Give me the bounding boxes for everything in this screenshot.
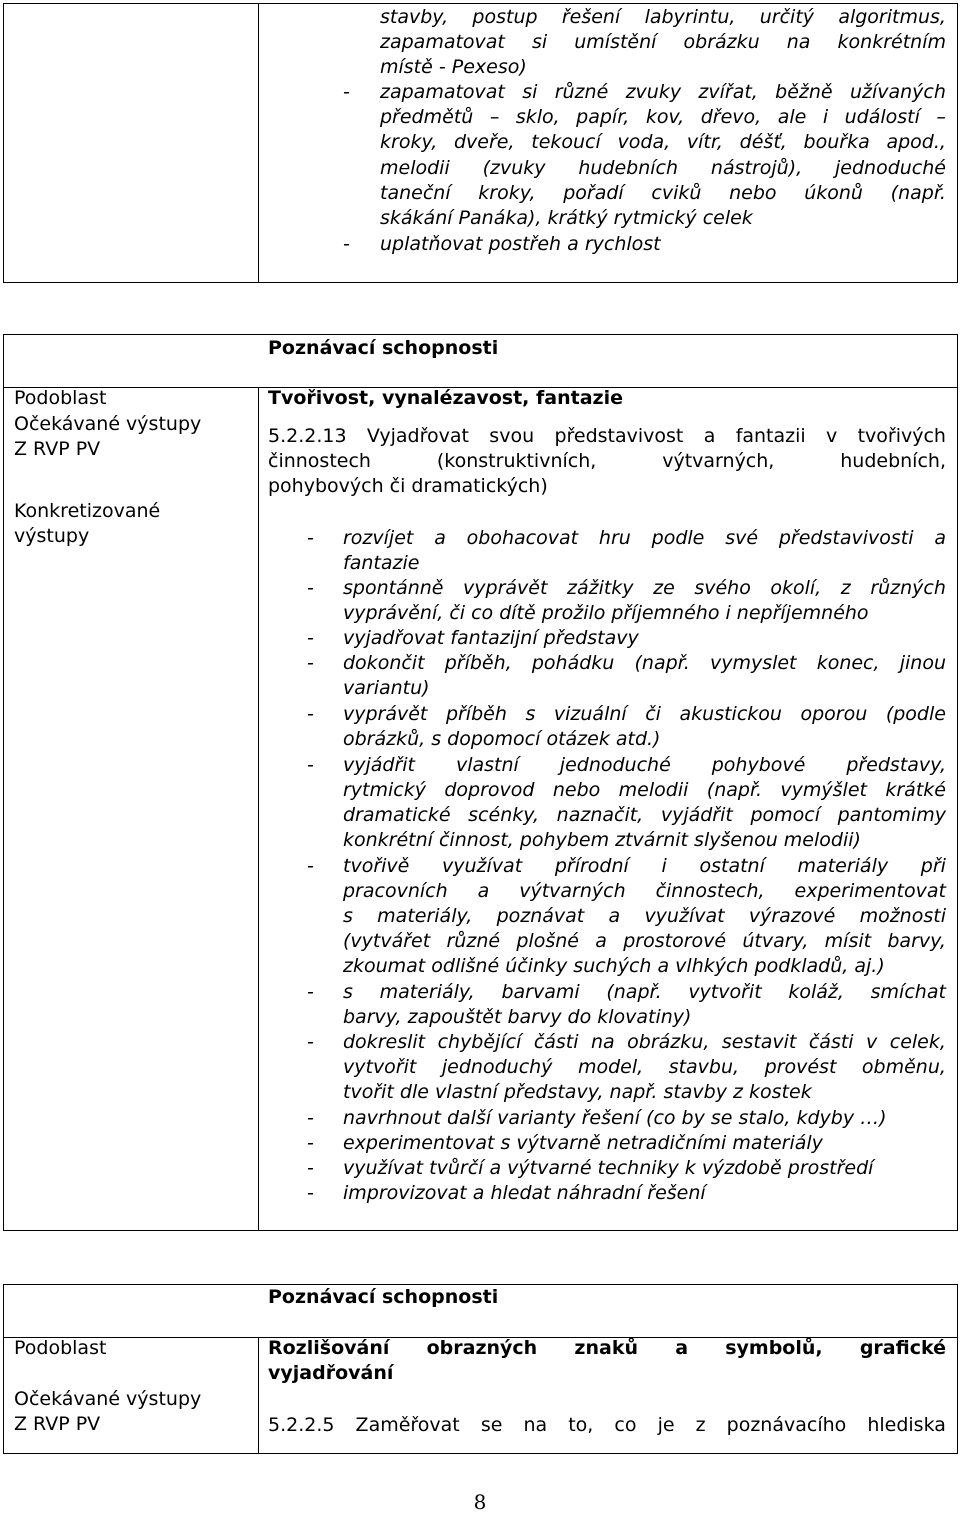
output-line: dokončit příběh, pohádku (např. vymyslet konec, jinou bbox=[343, 652, 946, 674]
bullet-dash: - bbox=[343, 81, 350, 103]
output-line: taneční kroky, pořadí cviků nebo úkonů (např. bbox=[380, 182, 946, 204]
row-label: Konkretizované bbox=[14, 500, 161, 522]
output-line: variantu) bbox=[343, 677, 430, 699]
section-heading: Poznávací schopnosti bbox=[268, 1286, 499, 1308]
bullet-dash: - bbox=[307, 1132, 314, 1154]
subarea-line: Rozlišování obrazných znaků a symbolů, grafické bbox=[268, 1337, 946, 1359]
section-heading: Poznávací schopnosti bbox=[268, 337, 499, 359]
output-line: s materiály, poznávat a využívat výrazové možnosti bbox=[343, 905, 946, 927]
bullet-dash: - bbox=[307, 703, 314, 725]
output-line: experimentovat s výtvarně netradičními materiály bbox=[343, 1132, 823, 1154]
output-line: kroky, dveře, tekoucí voda, vítr, déšť, bouřka apod., bbox=[380, 131, 946, 153]
rvp-line: 5.2.2.5 Zaměřovat se na to, co je z poznávacího hlediska bbox=[268, 1414, 946, 1436]
output-line: zapamatovat si různé zvuky zvířat, běžně užívaných bbox=[380, 81, 946, 103]
output-line: melodii (zvuky hudebních nástrojů), jednoduché bbox=[380, 157, 946, 179]
output-line: uplatňovat postřeh a rychlost bbox=[380, 233, 661, 255]
bullet-dash: - bbox=[307, 527, 314, 549]
output-line: dokreslit chybějící části na obrázku, sestavit části v celek, bbox=[343, 1031, 946, 1053]
bullet-dash: - bbox=[307, 577, 314, 599]
output-line: vyprávět příběh s vizuální či akustickou oporou (podle bbox=[343, 703, 946, 725]
output-line: (vytvářet různé plošné a prostorové útvary, mísit barvy, bbox=[343, 930, 946, 952]
rvp-line: činnostech (konstruktivních, výtvarných, hudebních, bbox=[268, 450, 946, 472]
bullet-dash: - bbox=[307, 981, 314, 1003]
row-label: Podoblast bbox=[14, 1337, 107, 1359]
bullet-dash: - bbox=[307, 1031, 314, 1053]
row-label: Podoblast bbox=[14, 387, 107, 409]
output-line: tvořivě využívat přírodní i ostatní materiály při bbox=[343, 855, 946, 877]
output-line: zapamatovat si umístění obrázku na konkrétním bbox=[380, 31, 946, 53]
bullet-dash: - bbox=[307, 754, 314, 776]
bullet-dash: - bbox=[307, 1182, 314, 1204]
row-label: Očekávané výstupy bbox=[14, 413, 202, 435]
bullet-dash: - bbox=[307, 652, 314, 674]
output-line: s materiály, barvami (např. vytvořit koláž, smíchat bbox=[343, 981, 946, 1003]
row-label: Očekávané výstupy bbox=[14, 1388, 202, 1410]
output-line: vyprávění, či co dítě prožilo příjemného i nepříjemného bbox=[343, 602, 869, 624]
left-column bbox=[4, 4, 259, 282]
page-number: 8 bbox=[473, 1490, 487, 1514]
output-line: spontánně vyprávět zážitky ze svého okolí, z různých bbox=[343, 577, 946, 599]
output-line: konkrétní činnost, pohybem ztvárnit slyšenou melodii) bbox=[343, 829, 861, 851]
output-line: zkoumat odlišné účinky suchých a vlhkých podkladů, aj.) bbox=[343, 955, 885, 977]
bullet-dash: - bbox=[307, 627, 314, 649]
output-line: místě - Pexeso) bbox=[380, 56, 527, 78]
output-line: tvořit dle vlastní představy, např. stavby z kostek bbox=[343, 1081, 812, 1103]
bullet-dash: - bbox=[307, 1157, 314, 1179]
output-line: barvy, zapouštět barvy do klovatiny) bbox=[343, 1006, 692, 1028]
bullet-dash: - bbox=[307, 855, 314, 877]
output-line: předmětů – sklo, papír, kov, dřevo, ale i událostí – bbox=[380, 106, 946, 128]
row-label: výstupy bbox=[14, 525, 90, 547]
row-label: Z RVP PV bbox=[14, 438, 101, 460]
rvp-line: 5.2.2.13 Vyjadřovat svou představivost a fantazii v tvořivých bbox=[268, 425, 946, 447]
output-line: fantazie bbox=[343, 552, 420, 574]
output-line: improvizovat a hledat náhradní řešení bbox=[343, 1182, 706, 1204]
output-line: rytmický doprovod nebo melodii (např. vymýšlet krátké bbox=[343, 779, 946, 801]
output-line: obrázků, s dopomocí otázek atd.) bbox=[343, 728, 661, 750]
output-line: vytvořit jednoduchý model, stavbu, provést obměnu, bbox=[343, 1056, 946, 1078]
output-line: dramatické scénky, naznačit, vyjádřit pomocí pantomimy bbox=[343, 804, 946, 826]
output-line: pracovních a výtvarných činnostech, experimentovat bbox=[343, 880, 946, 902]
bullet-dash: - bbox=[343, 233, 350, 255]
output-line: skákání Panáka), krátký rytmický celek bbox=[380, 207, 753, 229]
rvp-line: pohybových či dramatických) bbox=[268, 475, 548, 497]
output-line: vyjádřit vlastní jednoduché pohybové představy, bbox=[343, 754, 946, 776]
output-line: využívat tvůrčí a výtvarné techniky k výzdobě prostředí bbox=[343, 1157, 874, 1179]
output-line: vyjadřovat fantazijní představy bbox=[343, 627, 639, 649]
output-line: rozvíjet a obohacovat hru podle své představivosti a bbox=[343, 527, 946, 549]
bullet-dash: - bbox=[307, 1107, 314, 1129]
subarea-title: Tvořivost, vynalézavost, fantazie bbox=[268, 387, 623, 409]
output-line: navrhnout další varianty řešení (co by se stalo, kdyby …) bbox=[343, 1107, 887, 1129]
row-label: Z RVP PV bbox=[14, 1413, 101, 1435]
output-line: stavby, postup řešení labyrintu, určitý algoritmus, bbox=[380, 6, 946, 28]
subarea-line: vyjadřování bbox=[268, 1362, 394, 1384]
